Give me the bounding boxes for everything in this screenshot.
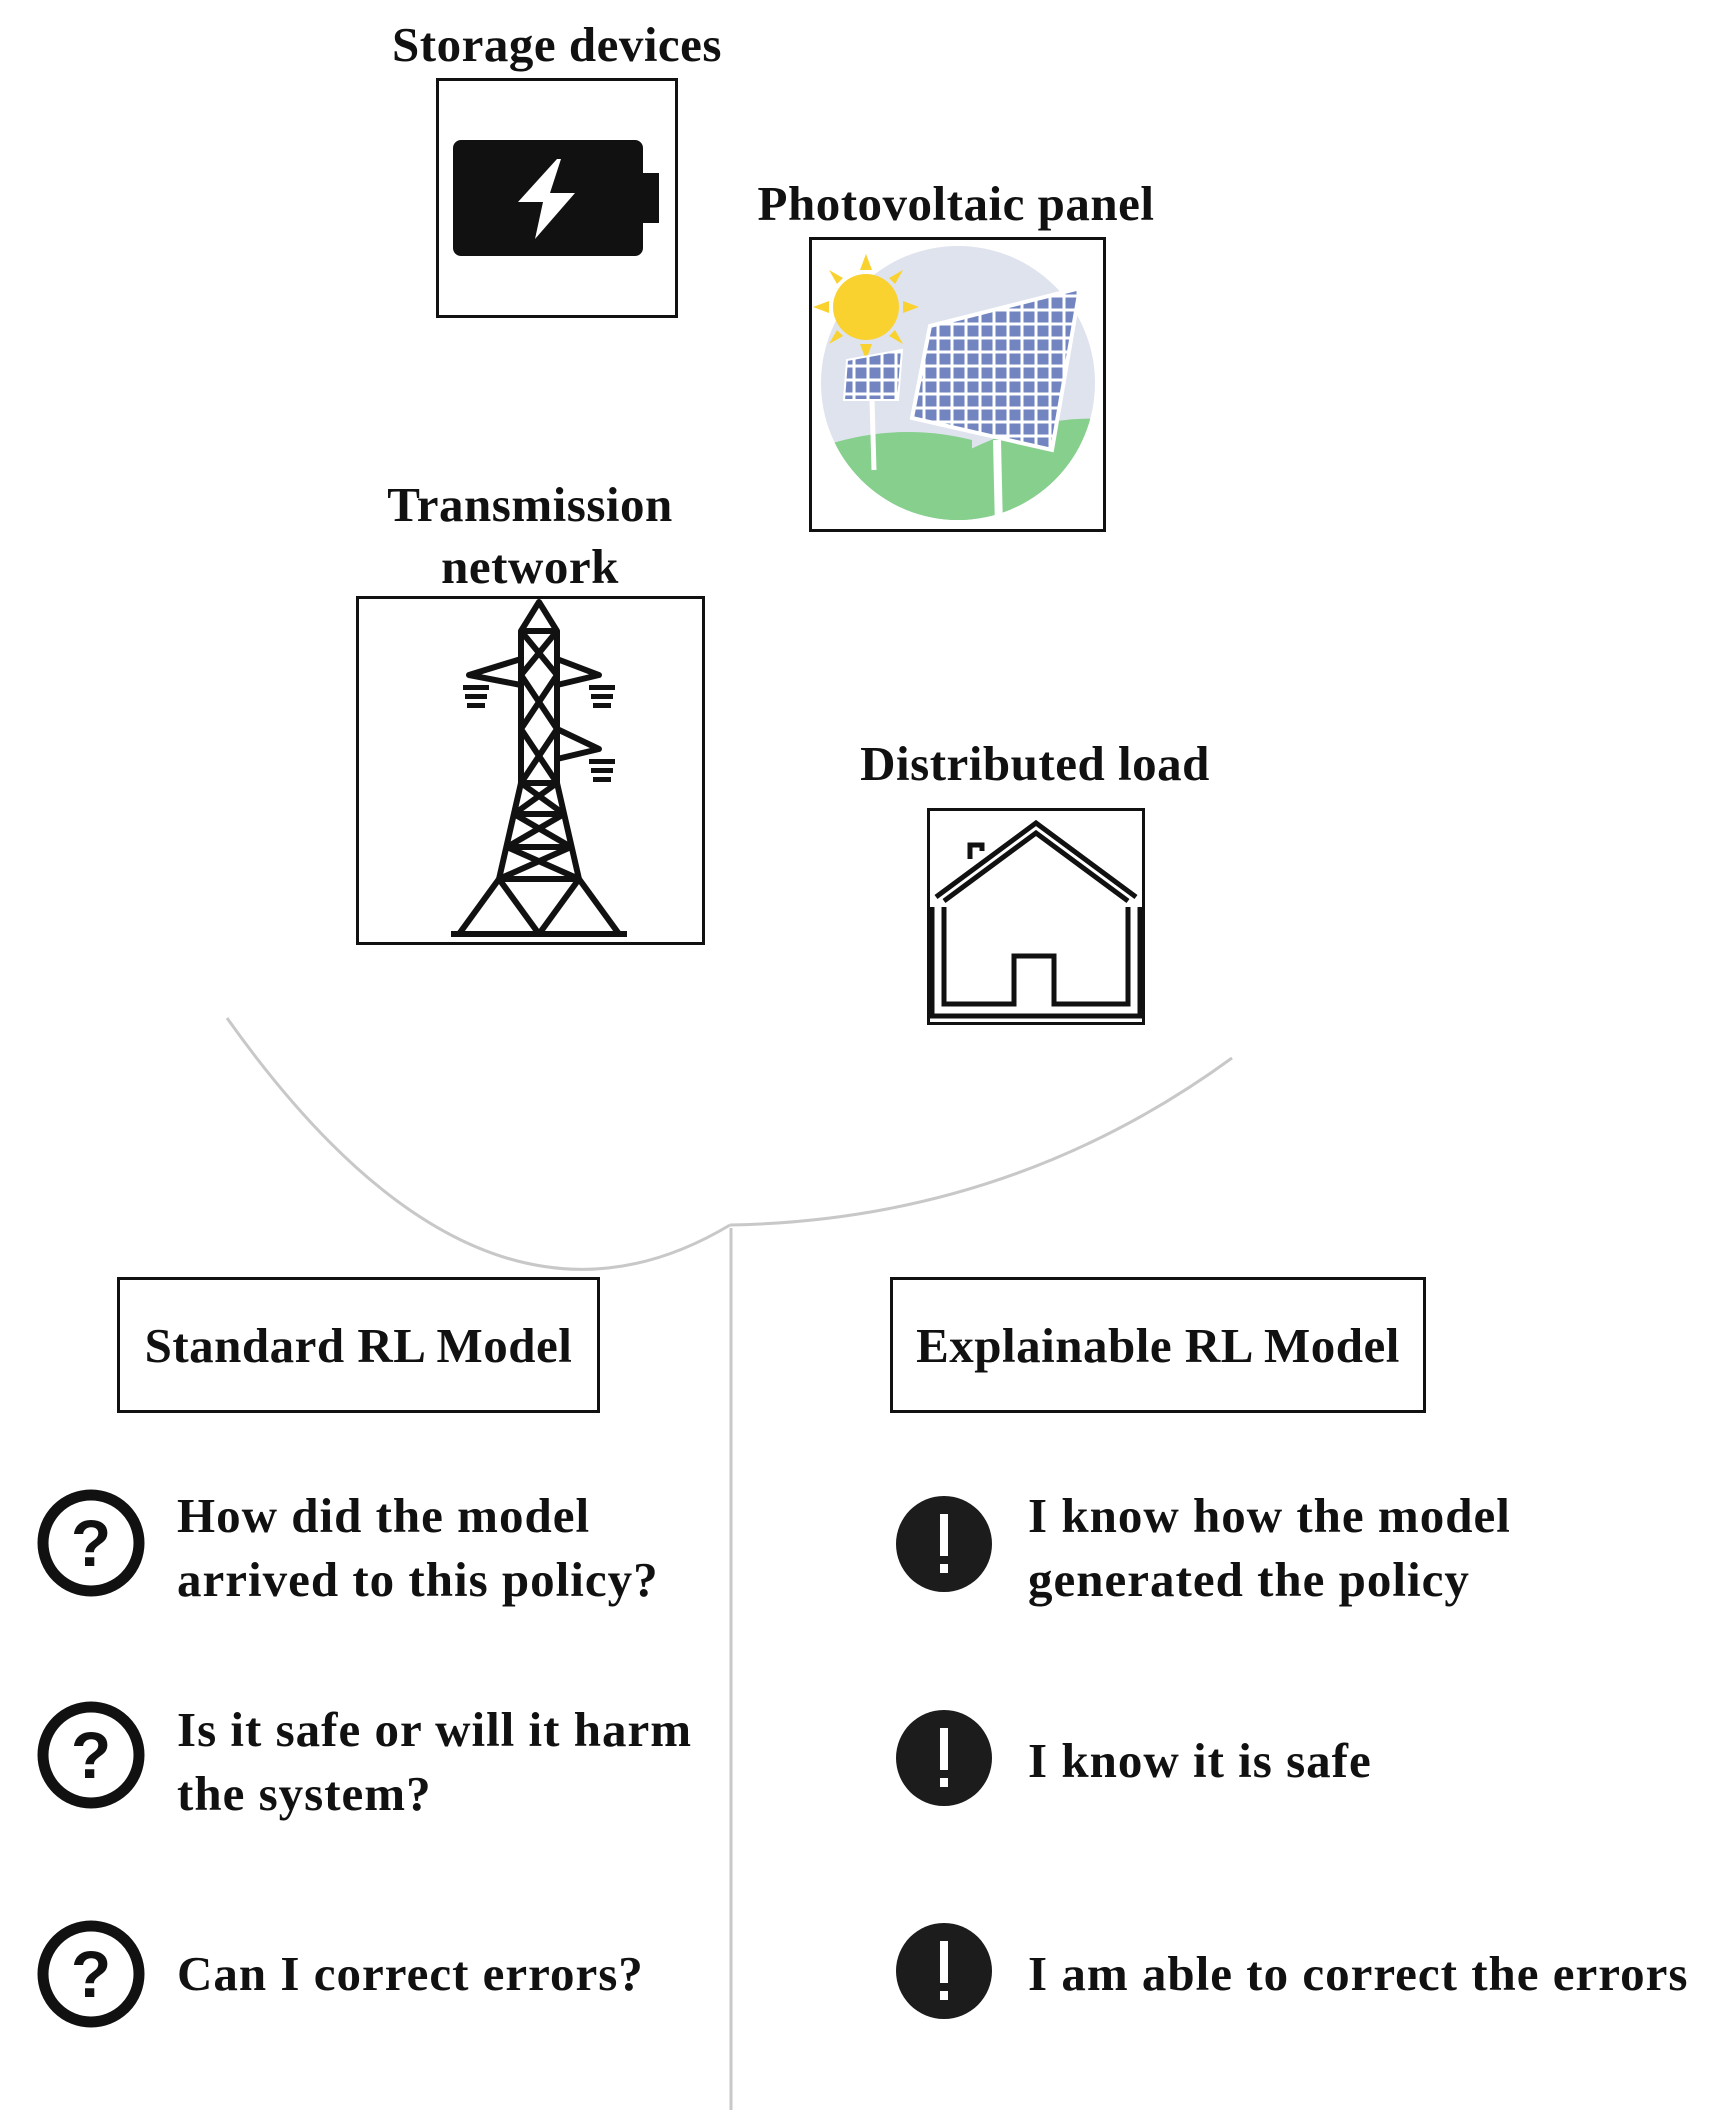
explainable-rl-model-title: Explainable RL Model — [916, 1317, 1400, 1373]
distributed-load-label: Distributed load — [860, 736, 1210, 791]
storage-devices-box — [436, 78, 678, 318]
svg-text:?: ? — [70, 1718, 112, 1792]
explainable-rl-model-box — [890, 1277, 1426, 1413]
explainable-answer-3: I am able to correct the errors — [1028, 1946, 1689, 2001]
transmission-label-line2: network — [441, 539, 619, 594]
transmission-network-label — [330, 474, 730, 598]
solar-panel-icon — [812, 240, 1103, 529]
explainable-answer-1: I know how the model generated the policy — [1028, 1488, 1511, 1607]
battery-icon — [439, 81, 675, 315]
distributed-load-box — [927, 808, 1145, 1025]
exclamation-mark-icon — [894, 1708, 994, 1808]
exclamation-mark-icon — [894, 1921, 994, 2021]
exclamation-mark-icon — [894, 1494, 994, 1594]
standard-question-1: How did the model arrived to this policy? — [177, 1488, 659, 1607]
photovoltaic-panel-label: Photovoltaic panel — [757, 176, 1155, 231]
transmission-tower-icon — [359, 599, 702, 942]
question-mark-icon — [36, 1700, 146, 1810]
question-mark-icon — [36, 1919, 146, 2029]
storage-devices-label: Storage devices — [392, 17, 722, 72]
transmission-label-line1: Transmission — [387, 477, 673, 532]
standard-question-3: Can I correct errors? — [177, 1946, 644, 2001]
svg-text:?: ? — [70, 1937, 112, 2011]
transmission-network-box — [356, 596, 705, 945]
explainable-answer-2: I know it is safe — [1028, 1733, 1372, 1788]
standard-question-2: Is it safe or will it harm the system? — [177, 1702, 693, 1821]
house-icon — [930, 811, 1142, 1022]
standard-rl-model-title: Standard RL Model — [144, 1317, 573, 1373]
photovoltaic-panel-box — [809, 237, 1106, 532]
question-mark-icon — [36, 1488, 146, 1598]
svg-text:?: ? — [70, 1506, 112, 1580]
standard-rl-model-box — [117, 1277, 600, 1413]
